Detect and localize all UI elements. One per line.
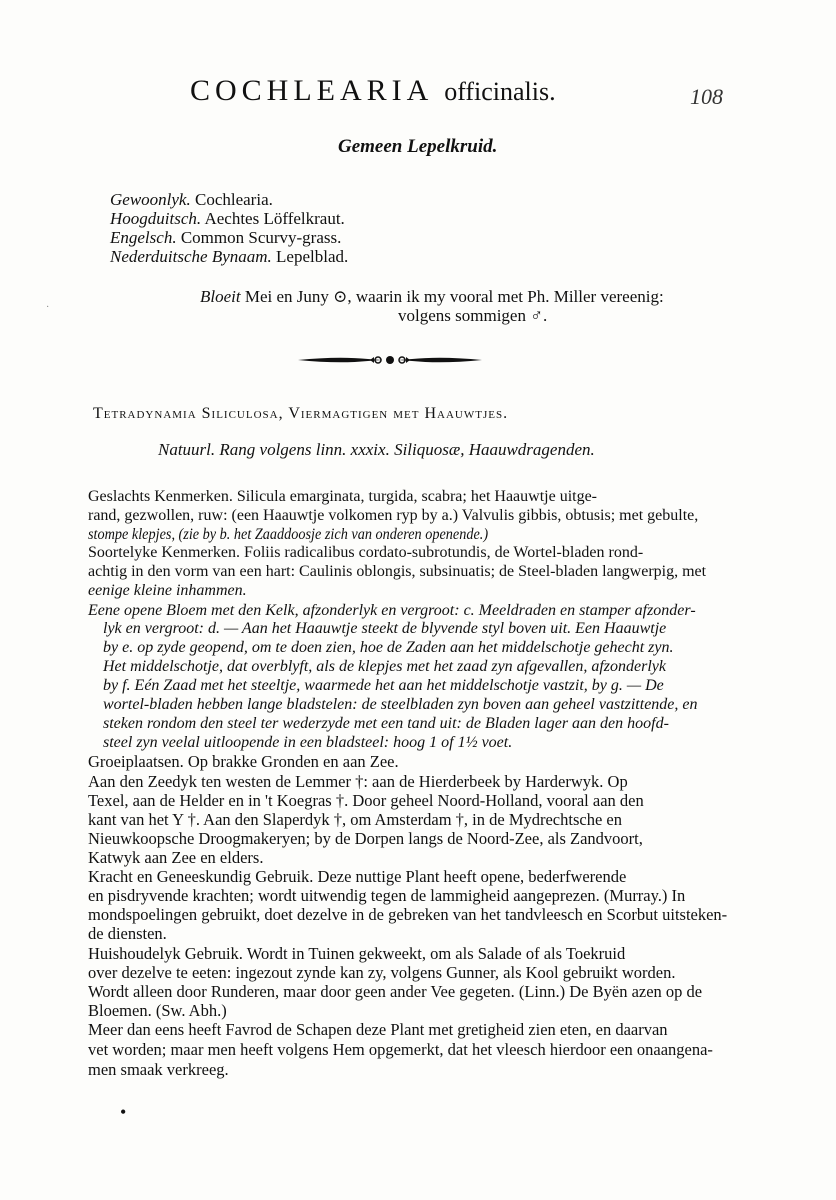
margin-mark: · bbox=[46, 302, 50, 313]
text-line: Kracht en Geneeskundig Gebruik. Deze nuttige Plant heeft opene, bederfwerende bbox=[88, 867, 627, 886]
flowering-text: Mei en Juny ⊙, waarin ik my vooral met Ph. Miller vereenig: bbox=[244, 287, 664, 306]
text-line: rand, gezwollen, ruw: (een Haauwtje volkomen ryp by a.) Valvulis gibbis, obtusis; met gebulte, bbox=[88, 507, 699, 524]
text-line: Nieuwkoopsche Droogmakeryen; by de Dorpen langs de Noord-Zee, als Zandvoort, bbox=[88, 829, 643, 848]
vernacular-row: Engelsch. Common Scurvy-grass. bbox=[110, 228, 342, 247]
text-line: Groeiplaatsen. Op brakke Gronden en aan Zee. bbox=[88, 752, 399, 771]
text-line: steel zyn veelal uitloopende in een bladsteel: hoog 1 of 1½ voet. bbox=[103, 734, 513, 751]
text-line: eenige kleine inhammen. bbox=[88, 582, 247, 599]
text-line: Bloemen. (Sw. Abh.) bbox=[88, 1001, 227, 1020]
common-name: Gemeen Lepelkruid. bbox=[338, 136, 498, 157]
text-line: Soortelyke Kenmerken. Foliis radicalibus cordato-subrotundis, de Wortel-bladen rond- bbox=[88, 544, 644, 561]
text-line: Katwyk aan Zee en elders. bbox=[88, 848, 264, 867]
text-line: vet worden; maar men heeft volgens Hem opgemerkt, dat het vleesch hierdoor een onaangena- bbox=[88, 1040, 713, 1059]
vernacular-row: Hoogduitsch. Aechtes Löffelkraut. bbox=[110, 209, 345, 228]
page-number: 108 bbox=[690, 84, 723, 109]
vernacular-names bbox=[110, 190, 348, 266]
text-line: Geslachts Kenmerken. Silicula emarginata, turgida, scabra; het Haauwtje uitge- bbox=[88, 488, 598, 505]
natural-order: Natuurl. Rang volgens linn. xxxix. Siliquosæ, Haauwdragenden. bbox=[158, 440, 595, 459]
text-line: over dezelve te eeten: ingezout zynde kan zy, volgens Gunner, als Kool gebruikt worden. bbox=[88, 963, 676, 982]
text-line: Aan den Zeedyk ten westen de Lemmer †: aan de Hierderbeek by Harderwyk. Op bbox=[88, 772, 628, 791]
vernacular-row: Nederduitsche Bynaam. Lepelblad. bbox=[110, 247, 349, 266]
species-name: officinalis. bbox=[444, 77, 556, 106]
text-line: Wordt alleen door Runderen, maar door geen ander Vee gegeten. (Linn.) De Byën azen op de bbox=[88, 982, 703, 1001]
text-line: steken rondom den steel ter wederzyde met een tand uit: de Bladen lager aan den hoofd- bbox=[103, 715, 669, 732]
text-line: mondspoelingen gebruikt, doet dezelve in de gebreken van het tandvleesch en Scorbut uitsteken- bbox=[88, 905, 728, 924]
text-line: Huishoudelyk Gebruik. Wordt in Tuinen gekweekt, om als Salade of als Toekruid bbox=[88, 944, 626, 963]
flowering-line bbox=[200, 287, 664, 306]
text-line: stompe klepjes, (zie by b. het Zaaddoosje zich van onderen openende.) bbox=[88, 526, 489, 543]
text-line: Eene opene Bloem met den Kelk, afzonderlyk en vergroot: c. Meeldraden en stamper afzonder- bbox=[88, 602, 696, 619]
genus-name: COCHLEARIA bbox=[190, 74, 432, 107]
bullet-mark: • bbox=[120, 1102, 127, 1122]
page-title bbox=[190, 74, 556, 108]
text-line: kant van het Y †. Aan den Slaperdyk †, om Amsterdam †, in de Mydrechtsche en bbox=[88, 810, 622, 829]
flowering-line-2: volgens sommigen ♂. bbox=[398, 306, 548, 325]
text-line: by e. op zyde geopend, om te doen zien, hoe de Zaden aan het middelschotje gehecht zyn. bbox=[103, 639, 674, 656]
text-line: en pisdryvende krachten; wordt uitwendig tegen de lammigheid aangeprezen. (Murray.) In bbox=[88, 886, 686, 905]
class-line: Tetradynamia Siliculosa, Viermagtigen met Haauwtjes. bbox=[93, 405, 509, 422]
ornament-divider bbox=[298, 352, 482, 368]
text-line: by f. Eén Zaad met het steeltje, waarmede het aan het middelschotje vastzit, by g. — De bbox=[103, 677, 664, 694]
text-line: Texel, aan de Helder en in 't Koegras †. Door geheel Noord-Holland, vooral aan den bbox=[88, 791, 644, 810]
text-line: men smaak verkreeg. bbox=[88, 1060, 229, 1079]
text-line: wortel-bladen hebben lange bladstelen: de steelbladen zyn boven aan geheel vastzittende, en bbox=[103, 696, 698, 713]
text-line: achtig in den vorm van een hart: Caulinis oblongis, subsinuatis; de Steel-bladen langwerpig, met bbox=[88, 563, 707, 580]
text-line: de diensten. bbox=[88, 924, 167, 943]
text-line: Het middelschotje, dat overblyft, als de klepjes met het zaad zyn afgevallen, afzonderlyk bbox=[103, 658, 666, 675]
vernacular-row: Gewoonlyk. Cochlearia. bbox=[110, 190, 273, 209]
flowering-label: Bloeit bbox=[200, 287, 241, 306]
text-line: Meer dan eens heeft Favrod de Schapen deze Plant met gretigheid zien eten, en daarvan bbox=[88, 1020, 668, 1039]
text-line: lyk en vergroot: d. — Aan het Haauwtje steekt de blyvende styl boven uit. Een Haauwtje bbox=[103, 620, 667, 637]
